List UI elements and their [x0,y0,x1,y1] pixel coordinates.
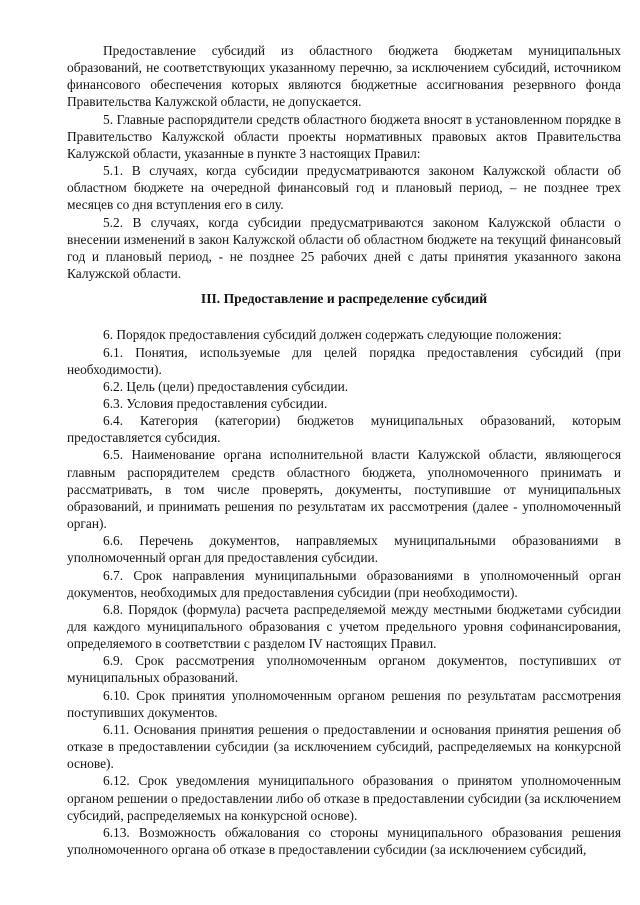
item-6-9: 6.9. Срок рассмотрения уполномоченным органом документов, поступивших от муниципальных образований. [67,653,621,686]
item-6-1: 6.1. Понятия, используемые для целей порядка предоставления субсидий (при необходимости). [67,344,621,377]
paragraph-5: 5. Главные распорядители средств областного бюджета вносят в установленном порядке в Правительство Калужской области проекты нормативных правовых актов Правительства Калужской области, указанные в пункте 3 настоящих Правил: [67,111,621,161]
item-6-3: 6.3. Условия предоставления субсидии. [103,395,328,411]
item-6-4: 6.4. Категория (категории) бюджетов муниципальных образований, которым предоставляется субсидия. [67,413,621,446]
item-6-5: 6.5. Наименование органа исполнительной власти Калужской области, являющегося главным распорядителем средств областного бюджета, уполномоченного принимать и рассматривать, в том числе проверять, документы, поступившие от муниципальных образований, и принимать решения по результатам их рассмотрения (далее - уполномоченный орган). [67,447,621,532]
item-6-13: 6.13. Возможность обжалования со стороны муниципального образования решения уполномоченного органа об отказе в предоставлении субсидии (за исключением субсидий, [67,824,621,858]
item-6-8: 6.8. Порядок (формула) расчета распределяемой между местными бюджетами субсидии для каждого муниципального образования с учетом предельного уровня софинансирования, определяемого в соответствии с разделом IV настоящих Правил. [67,601,621,652]
item-6-7: 6.7. Срок направления муниципальными образованиями в уполномоченный орган документов, необходимых для предоставления субсидии (при необходимости). [67,567,621,600]
item-6: 6. Порядок предоставления субсидий должен содержать следующие положения: [103,327,562,343]
item-6-11: 6.11. Основания принятия решения о предоставлении и основания принятия решения об отказе в предоставлении субсидии (за исключением субсидий, распределяемых на конкурсной основе). [67,721,621,772]
section-heading: III. Предоставление и распределение субсидий [200,291,488,307]
item-6-10: 6.10. Срок принятия уполномоченным органом решения по результатам рассмотрения поступивших документов. [67,687,621,720]
item-6-6: 6.6. Перечень документов, направляемых муниципальными образованиями в уполномоченный орган для предоставления субсидии. [67,533,621,566]
paragraph-5-1: 5.1. В случаях, когда субсидии предусматриваются законом Калужской области об областном бюджете на очередной финансовый год и плановый период, – не позднее трех месяцев со дня вступления его в силу. [67,163,621,213]
item-6-2: 6.2. Цель (цели) предоставления субсидии. [103,378,349,394]
paragraph-5-2: 5.2. В случаях, когда субсидии предусматриваются законом Калужской области о внесении изменений в закон Калужской области об областном бюджете на текущий финансовый год и плановый период, - не позднее 25 рабочих дней с даты принятия указанного закона Калужской области. [67,214,621,282]
document-page [67,42,621,858]
paragraph-intro: Предоставление субсидий из областного бюджета бюджетам муниципальных образований, не соответствующих указанному перечню, за исключением субсидий, источником финансового обеспечения которых являются бюджетные ассигнования резервного фонда Правительства Калужской области, не допускается. [67,43,621,110]
item-6-12: 6.12. Срок уведомления муниципального образования о принятом уполномоченным органом решении о предоставлении либо об отказе в предоставлении субсидии (за исключением субсидий, распределяемых на конкурсной основе). [67,773,621,823]
